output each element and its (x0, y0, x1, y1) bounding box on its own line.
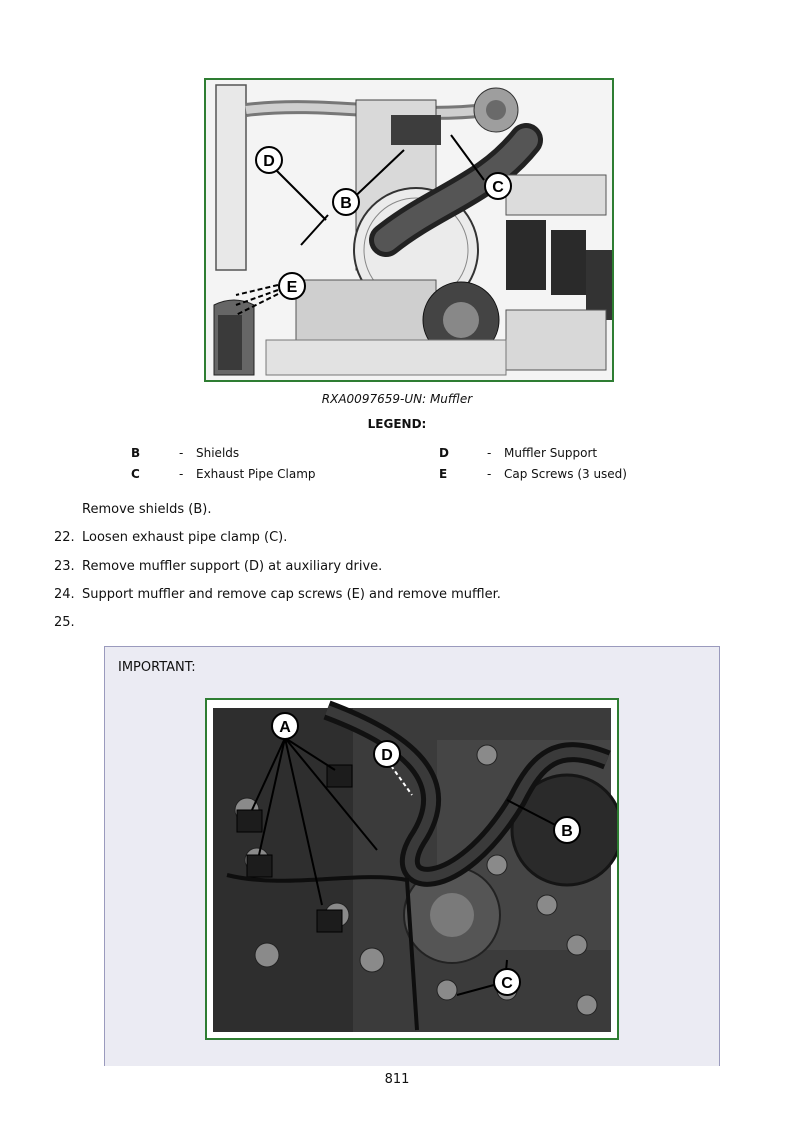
step-number: 22. (54, 530, 75, 545)
callout-d (256, 147, 282, 173)
legend-dash: - (487, 446, 492, 460)
step-text: Remove muffler support (D) at auxiliary drive. (82, 559, 383, 574)
legend-dash: - (179, 446, 184, 460)
legend-dash: - (487, 467, 492, 481)
page-number: 811 (384, 1072, 410, 1087)
legend-letter: E (439, 467, 448, 481)
legend-title: LEGEND: (367, 417, 427, 431)
legend-desc: Cap Screws (3 used) (504, 467, 627, 481)
svg-text:C: C (501, 975, 513, 992)
legend-item-d (0, 446, 794, 462)
auxiliary-drive-illustration (207, 700, 617, 1038)
legend-desc: Muffler Support (504, 446, 598, 460)
legend-dash: - (179, 467, 184, 481)
callout-d (374, 741, 400, 767)
legend-letter: C (131, 467, 140, 481)
svg-text:E: E (286, 279, 298, 296)
step-text: Loosen exhaust pipe clamp (C). (82, 530, 288, 545)
callout-b (333, 189, 359, 215)
figure-caption: RXA0097659-UN: Muffler (321, 392, 473, 406)
svg-text:A: A (279, 719, 291, 736)
legend-letter: D (439, 446, 449, 460)
callout-e (279, 273, 305, 299)
step-number: 24. (54, 587, 75, 602)
legend-desc: Exhaust Pipe Clamp (196, 467, 316, 481)
legend-item-e (0, 467, 794, 483)
svg-text:C: C (492, 179, 504, 196)
svg-text:B: B (340, 195, 352, 212)
callout-c (485, 173, 511, 199)
step-number: 23. (54, 559, 75, 574)
legend-letter: B (131, 446, 141, 460)
step-number: 25. (54, 615, 75, 630)
muffler-illustration (206, 80, 612, 380)
auxiliary-drive-figure (205, 698, 619, 1040)
callout-a (272, 713, 298, 739)
step-text: Support muffler and remove cap screws (E) and remove muffler. (82, 587, 501, 602)
svg-text:B: B (561, 823, 573, 840)
callout-b (554, 817, 580, 843)
important-label: IMPORTANT: (118, 660, 196, 675)
callout-c (494, 969, 520, 995)
legend-desc: Shields (196, 446, 240, 460)
svg-text:D: D (381, 747, 393, 764)
muffler-figure (204, 78, 614, 382)
step-text: Remove shields (B). (82, 502, 212, 517)
svg-text:D: D (263, 153, 275, 170)
